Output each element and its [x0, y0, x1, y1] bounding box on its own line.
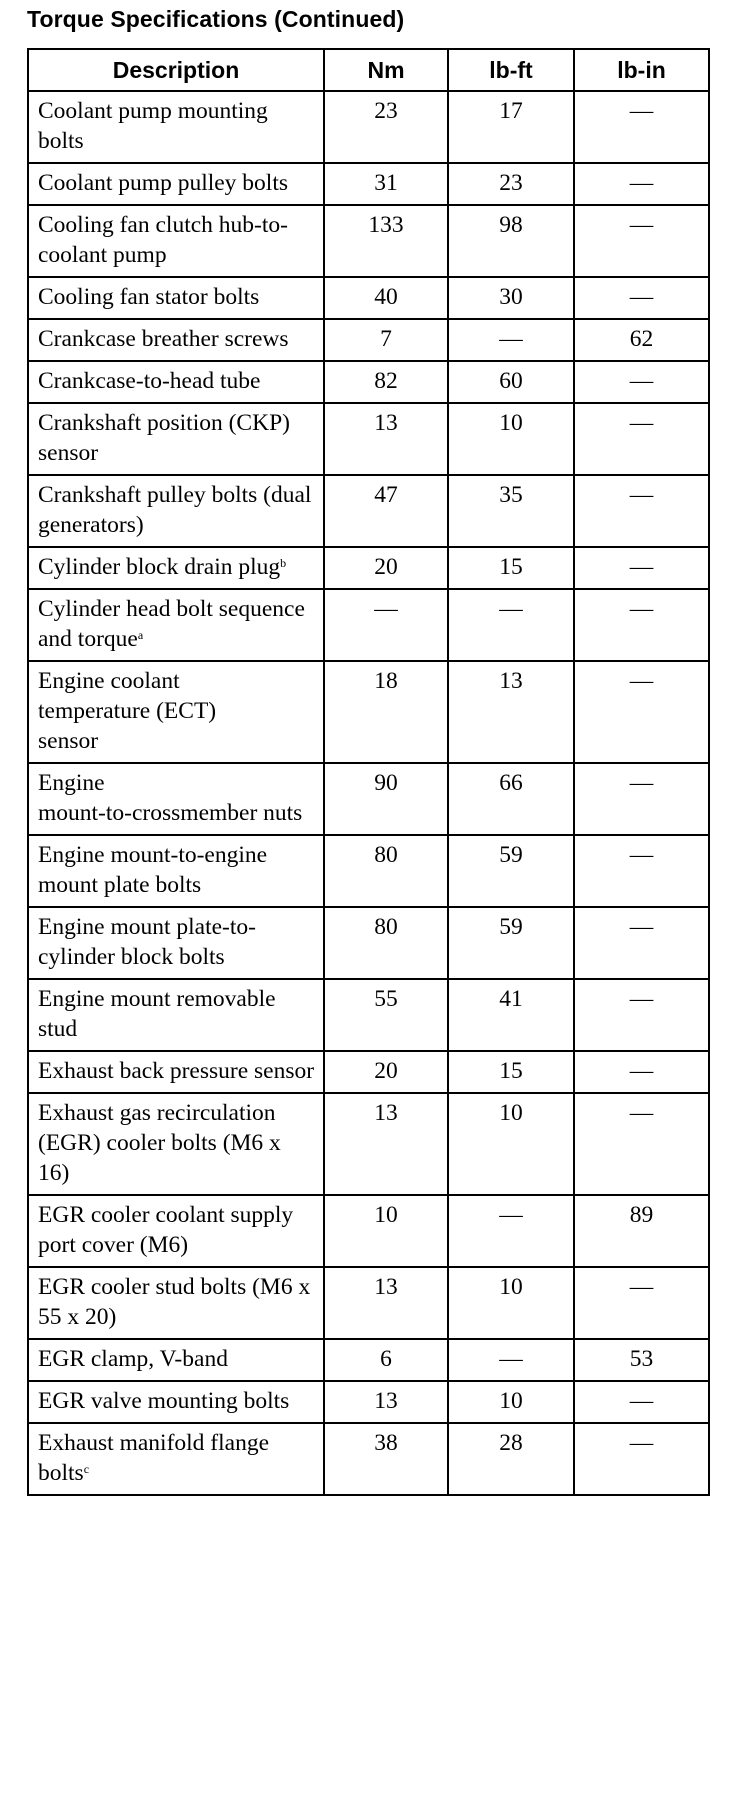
lbft-cell: —	[448, 1195, 574, 1267]
lbft-cell: —	[448, 589, 574, 661]
description-text: Coolant pump pulley bolts	[38, 170, 289, 196]
description-text: Engine mount removable stud	[38, 986, 276, 1042]
table-row	[28, 835, 709, 907]
nm-cell: 80	[324, 907, 448, 979]
description-cell	[28, 403, 324, 475]
lbin-cell: —	[574, 163, 709, 205]
description-cell	[28, 1267, 324, 1339]
nm-cell: 6	[324, 1339, 448, 1381]
footnote-marker: c	[83, 1462, 90, 1476]
lbin-cell: —	[574, 205, 709, 277]
lbft-cell: 10	[448, 1267, 574, 1339]
header-description: Description	[28, 49, 324, 91]
description-text: Cylinder block drain plug	[38, 554, 281, 580]
description-text: Crankshaft position (CKP) sensor	[38, 410, 290, 466]
nm-cell: 13	[324, 1381, 448, 1423]
description-text: Engine mount-to-engine mount plate bolts	[38, 842, 268, 898]
description-text: Cylinder head bolt sequence and torque	[38, 596, 305, 652]
description-text: Crankcase breather screws	[38, 326, 289, 352]
header-lbin: lb-in	[574, 49, 709, 91]
lbft-cell: 15	[448, 547, 574, 589]
nm-cell: —	[324, 589, 448, 661]
footnote-marker: b	[280, 556, 287, 570]
lbin-cell: —	[574, 361, 709, 403]
lbin-cell: —	[574, 907, 709, 979]
nm-cell: 13	[324, 1267, 448, 1339]
lbft-cell: 10	[448, 403, 574, 475]
table-row	[28, 1381, 709, 1423]
nm-cell: 82	[324, 361, 448, 403]
lbft-cell: 10	[448, 1093, 574, 1195]
description-cell	[28, 1339, 324, 1381]
description-cell	[28, 319, 324, 361]
table-row	[28, 277, 709, 319]
header-nm: Nm	[324, 49, 448, 91]
lbin-cell: —	[574, 661, 709, 763]
table-row	[28, 1051, 709, 1093]
lbft-cell: 10	[448, 1381, 574, 1423]
table-row	[28, 589, 709, 661]
table-row	[28, 979, 709, 1051]
description-cell	[28, 361, 324, 403]
description-text: EGR valve mounting bolts	[38, 1388, 290, 1414]
lbft-cell: 15	[448, 1051, 574, 1093]
description-cell	[28, 1093, 324, 1195]
lbin-cell: 53	[574, 1339, 709, 1381]
table-row	[28, 1339, 709, 1381]
table-row	[28, 475, 709, 547]
lbft-cell: 35	[448, 475, 574, 547]
description-cell	[28, 277, 324, 319]
nm-cell: 13	[324, 1093, 448, 1195]
nm-cell: 80	[324, 835, 448, 907]
lbin-cell: —	[574, 1423, 709, 1495]
description-text: Cooling fan stator bolts	[38, 284, 260, 310]
table-row	[28, 403, 709, 475]
nm-cell: 20	[324, 547, 448, 589]
description-cell	[28, 163, 324, 205]
table-row	[28, 319, 709, 361]
lbft-cell: 13	[448, 661, 574, 763]
lbin-cell: —	[574, 1381, 709, 1423]
lbin-cell: —	[574, 763, 709, 835]
description-cell	[28, 979, 324, 1051]
description-text: Exhaust manifold flange bolts	[38, 1430, 270, 1486]
description-text: Crankshaft pulley bolts (dual generators)	[38, 482, 312, 538]
description-text: Cooling fan clutch hub-to-coolant pump	[38, 212, 288, 268]
description-cell	[28, 835, 324, 907]
table-row	[28, 91, 709, 163]
nm-cell: 38	[324, 1423, 448, 1495]
description-cell	[28, 763, 324, 835]
description-cell	[28, 1195, 324, 1267]
lbin-cell: 62	[574, 319, 709, 361]
table-row	[28, 205, 709, 277]
lbft-cell: —	[448, 319, 574, 361]
lbft-cell: 30	[448, 277, 574, 319]
description-cell	[28, 1051, 324, 1093]
description-cell	[28, 661, 324, 763]
lbin-cell: —	[574, 547, 709, 589]
table-body	[28, 91, 709, 1495]
table-row	[28, 547, 709, 589]
lbft-cell: 23	[448, 163, 574, 205]
table-row	[28, 1093, 709, 1195]
table-row	[28, 361, 709, 403]
description-cell	[28, 475, 324, 547]
page-title: Torque Specifications (Continued)	[27, 6, 405, 32]
description-text: Engine mount-to-crossmember nuts	[38, 770, 303, 826]
table-row	[28, 163, 709, 205]
nm-cell: 20	[324, 1051, 448, 1093]
lbin-cell: —	[574, 403, 709, 475]
description-cell	[28, 547, 324, 589]
table-row	[28, 1423, 709, 1495]
description-text: Exhaust gas recirculation (EGR) cooler bolts (M6 x 16)	[38, 1100, 281, 1186]
description-text: Exhaust back pressure sensor	[38, 1058, 315, 1084]
lbin-cell: —	[574, 91, 709, 163]
table-row	[28, 661, 709, 763]
description-cell	[28, 205, 324, 277]
nm-cell: 13	[324, 403, 448, 475]
footnote-marker: a	[137, 628, 144, 642]
description-cell	[28, 1423, 324, 1495]
lbin-cell: —	[574, 1267, 709, 1339]
lbft-cell: 59	[448, 835, 574, 907]
lbin-cell: —	[574, 979, 709, 1051]
nm-cell: 133	[324, 205, 448, 277]
table-row	[28, 1195, 709, 1267]
description-text: EGR cooler coolant supply port cover (M6)	[38, 1202, 294, 1258]
torque-spec-table	[27, 48, 710, 1496]
nm-cell: 55	[324, 979, 448, 1051]
lbft-cell: 66	[448, 763, 574, 835]
nm-cell: 23	[324, 91, 448, 163]
nm-cell: 10	[324, 1195, 448, 1267]
lbft-cell: —	[448, 1339, 574, 1381]
lbin-cell: 89	[574, 1195, 709, 1267]
nm-cell: 40	[324, 277, 448, 319]
description-text: Engine coolant temperature (ECT) sensor	[38, 668, 217, 754]
nm-cell: 31	[324, 163, 448, 205]
lbft-cell: 59	[448, 907, 574, 979]
description-cell	[28, 1381, 324, 1423]
description-text: Coolant pump mounting bolts	[38, 98, 268, 154]
lbin-cell: —	[574, 475, 709, 547]
lbft-cell: 28	[448, 1423, 574, 1495]
lbin-cell: —	[574, 277, 709, 319]
header-lbft: lb-ft	[448, 49, 574, 91]
lbft-cell: 98	[448, 205, 574, 277]
nm-cell: 90	[324, 763, 448, 835]
lbft-cell: 17	[448, 91, 574, 163]
description-cell	[28, 589, 324, 661]
lbin-cell: —	[574, 835, 709, 907]
lbin-cell: —	[574, 589, 709, 661]
table-row	[28, 907, 709, 979]
nm-cell: 7	[324, 319, 448, 361]
description-cell	[28, 907, 324, 979]
table-row	[28, 763, 709, 835]
description-text: Engine mount plate-to-cylinder block bolts	[38, 914, 256, 970]
lbft-cell: 60	[448, 361, 574, 403]
description-text: Crankcase-to-head tube	[38, 368, 261, 394]
description-cell	[28, 91, 324, 163]
nm-cell: 18	[324, 661, 448, 763]
lbin-cell: —	[574, 1051, 709, 1093]
lbin-cell: —	[574, 1093, 709, 1195]
description-text: EGR cooler stud bolts (M6 x 55 x 20)	[38, 1274, 311, 1330]
description-text: EGR clamp, V-band	[38, 1346, 228, 1372]
header-row	[28, 49, 709, 91]
table-row	[28, 1267, 709, 1339]
nm-cell: 47	[324, 475, 448, 547]
lbft-cell: 41	[448, 979, 574, 1051]
